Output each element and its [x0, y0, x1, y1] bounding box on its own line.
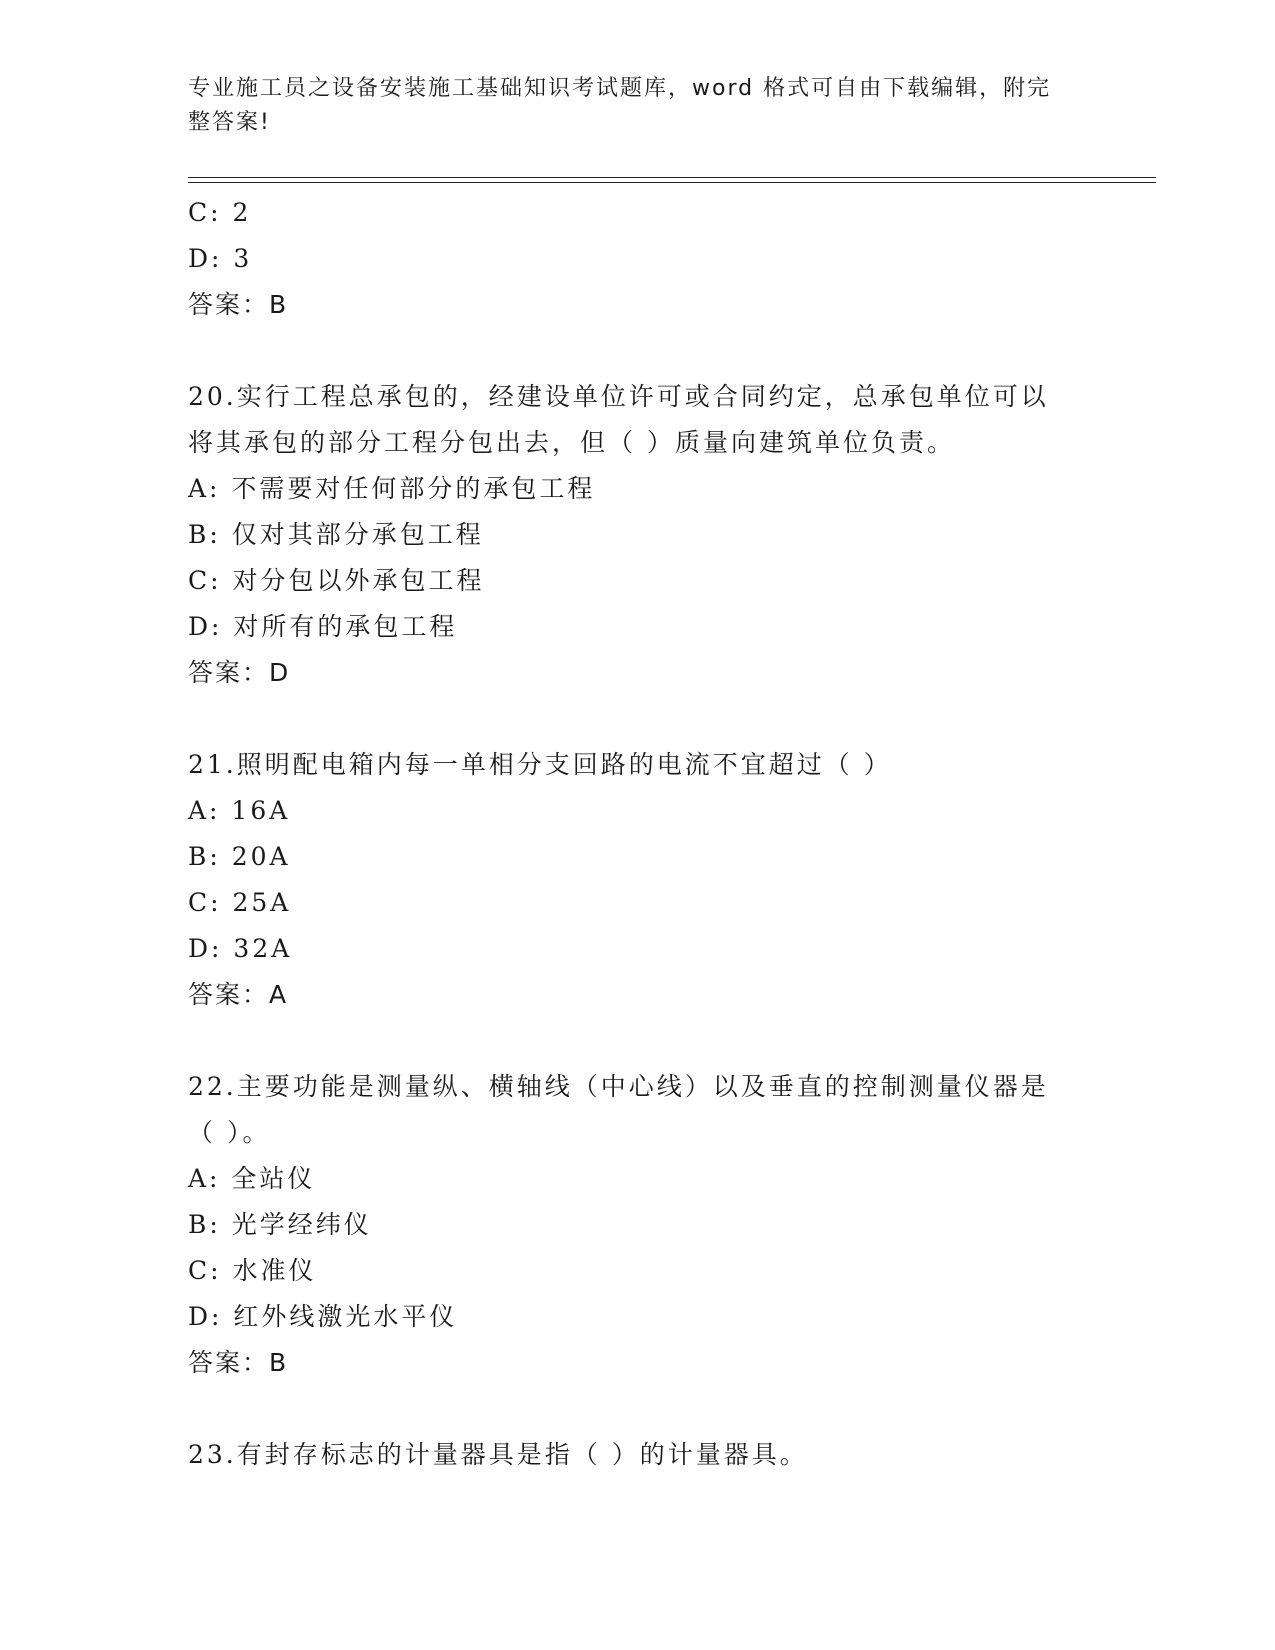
question-text: 20.实行工程总承包的，经建设单位许可或合同约定，总承包单位可以: [188, 382, 1049, 411]
question-text: 23.有封存标志的计量器具是指（ ）的计量器具。: [188, 1440, 808, 1469]
option-a: A: 不需要对任何部分的承包工程: [188, 474, 596, 503]
option-c: C: 25A: [188, 888, 292, 917]
question-block-22: [188, 1064, 1088, 1386]
header-line-1: 专业施工员之设备安装施工基础知识考试题库，word 格式可自由下载编辑，附完: [188, 76, 1052, 101]
header-divider-bottom: [188, 182, 1156, 183]
question-text-continued: 将其承包的部分工程分包出去，但（ ）质量向建筑单位负责。: [188, 428, 955, 457]
option-a: A: 16A: [188, 796, 291, 825]
header-divider-top: [188, 177, 1156, 178]
question-block-23: [188, 1432, 1088, 1478]
option-b: B: 20A: [188, 842, 291, 871]
option-d: D: 红外线激光水平仪: [188, 1302, 458, 1331]
option-d: D: 32A: [188, 934, 293, 963]
option-a: A: 全站仪: [188, 1164, 316, 1193]
answer-line: 答案：D: [188, 658, 291, 687]
document-header: [188, 72, 1068, 140]
answer-line: 答案：B: [188, 290, 289, 319]
answer-line: 答案：B: [188, 1348, 289, 1377]
question-content: [188, 190, 1088, 1478]
option-c: C: 2: [188, 198, 252, 227]
question-text-continued: （ ）。: [188, 1118, 271, 1147]
option-d: D: 对所有的承包工程: [188, 612, 458, 641]
option-c: C: 水准仪: [188, 1256, 317, 1285]
option-c: C: 对分包以外承包工程: [188, 566, 485, 595]
option-b: B: 光学经纬仪: [188, 1210, 372, 1239]
header-line-2: 整答案!: [188, 110, 271, 135]
question-block-20: [188, 374, 1088, 696]
question-block-21: [188, 742, 1088, 1018]
option-d: D: 3: [188, 244, 253, 273]
question-text: 22.主要功能是测量纵、横轴线（中心线）以及垂直的控制测量仪器是: [188, 1072, 1049, 1101]
answer-line: 答案：A: [188, 980, 289, 1009]
option-b: B: 仅对其部分承包工程: [188, 520, 484, 549]
question-text: 21.照明配电箱内每一单相分支回路的电流不宜超过（ ）: [188, 750, 892, 779]
previous-question-block: [188, 190, 1088, 328]
